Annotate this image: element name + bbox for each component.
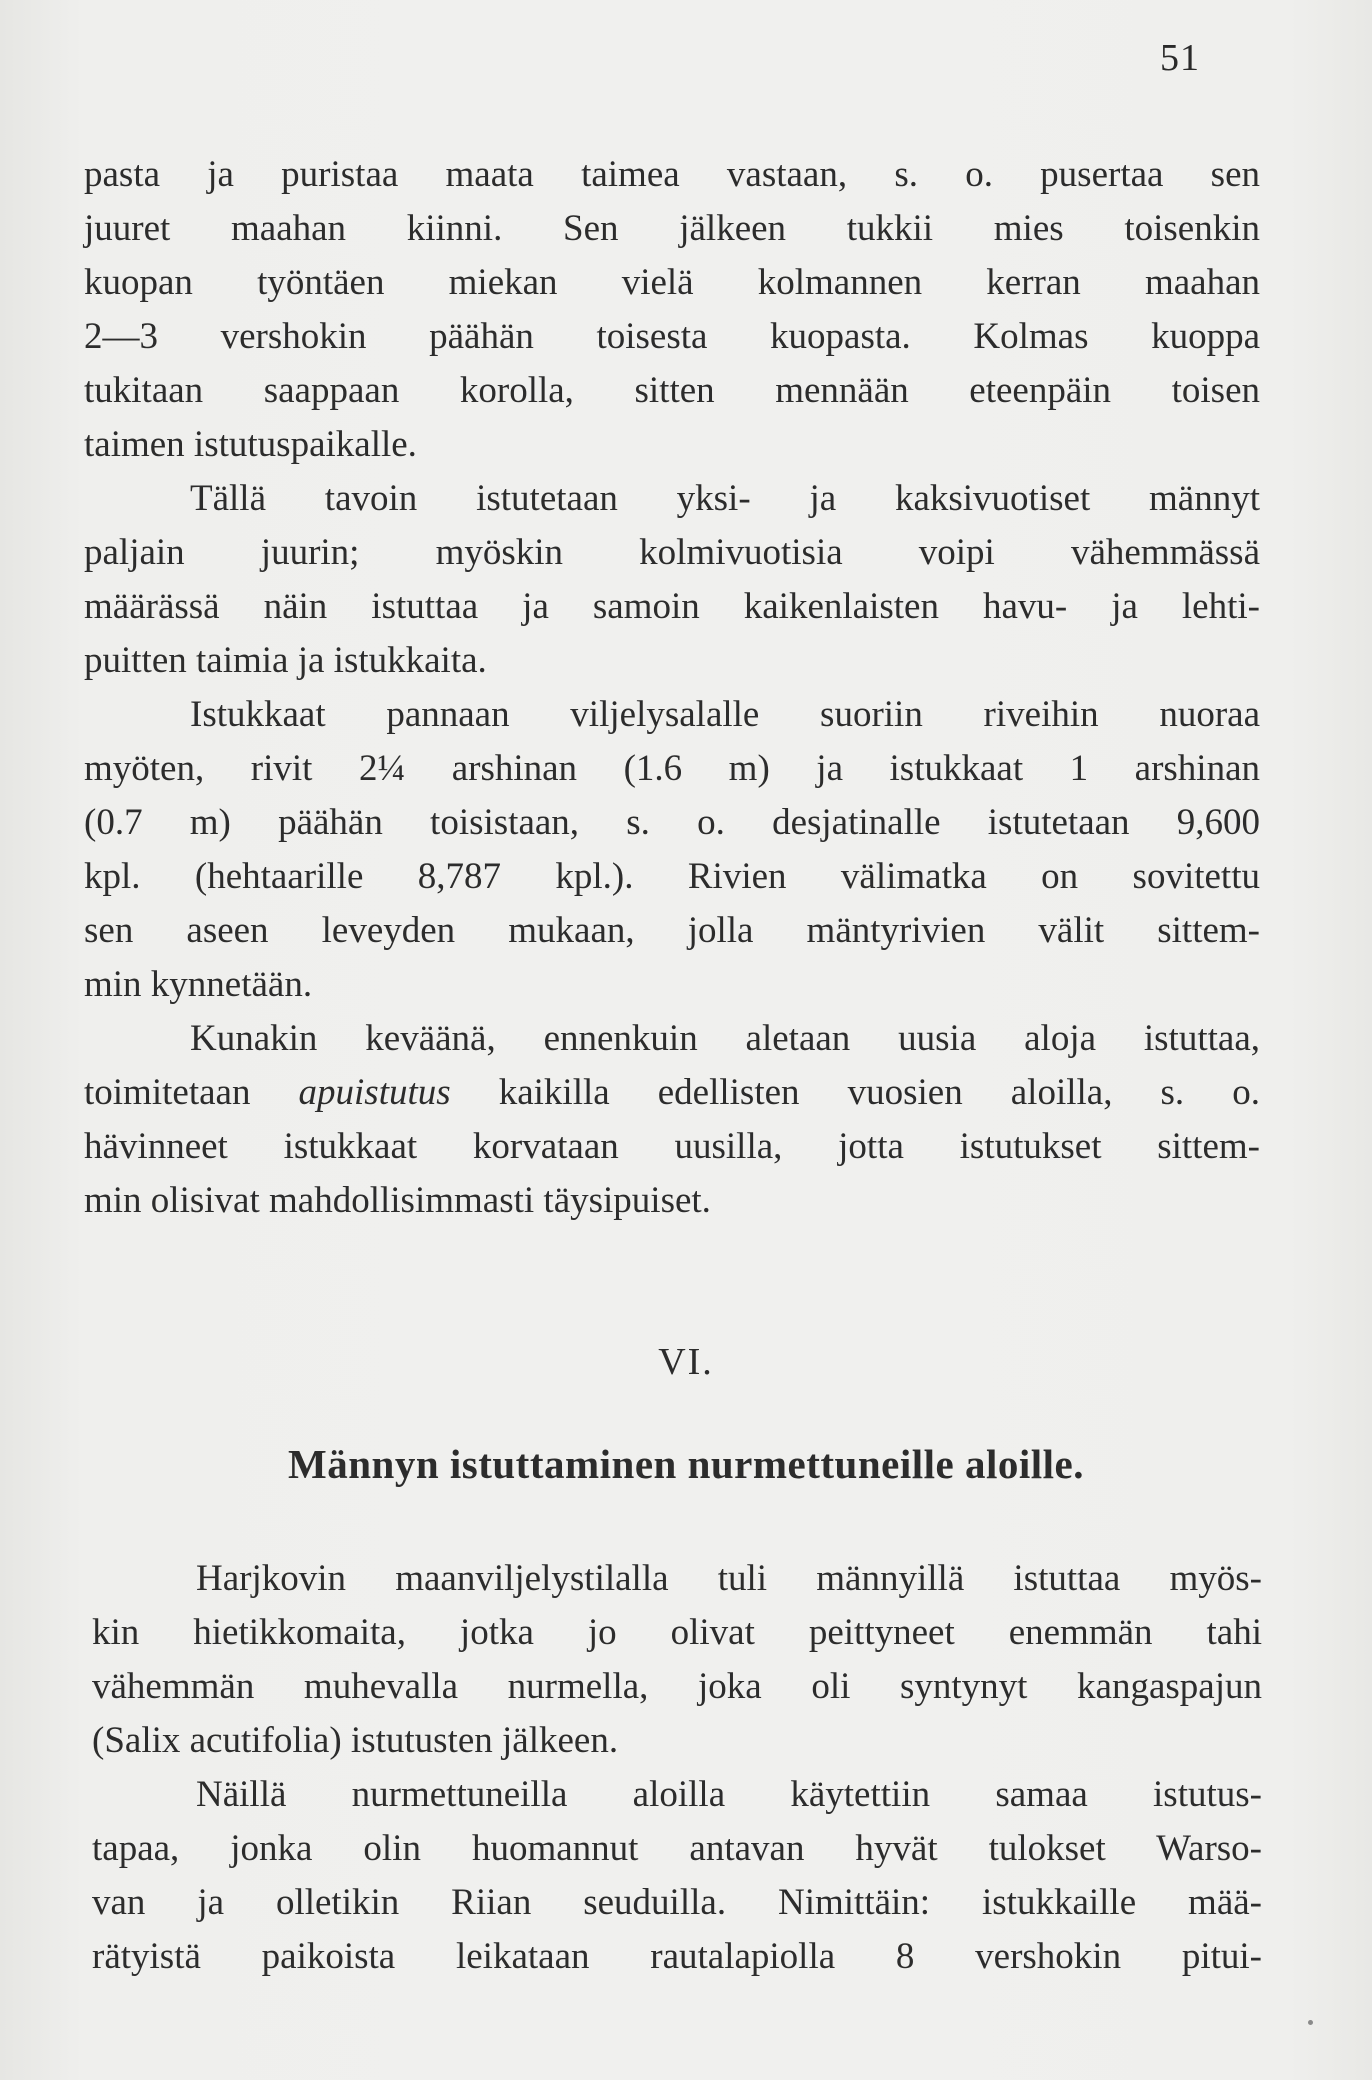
paragraph-first-line: Kunakin keväänä, ennenkuin aletaan uusia aloja istuttaa, [190,1018,1260,1059]
text-line-with-italic [84,1066,1260,1120]
text-line: pasta ja puristaa maata taimea vastaan, s. o. pusertaa sen [84,154,1260,195]
page-number: 51 [1160,37,1200,79]
text-line: rätyistä paikoista leikataan rautalapiolla 8 vershokin pitui- [92,1936,1262,1977]
paragraph-first-line: Istukkaat pannaan viljelysalalle suoriin riveihin nuoraa [190,694,1260,735]
text-line: tukitaan saappaan korolla, sitten mennään eteenpäin toisen [84,370,1260,411]
text-segment: toimitetaan [84,1072,299,1113]
section-numeral: VI. [658,1341,714,1383]
text-line: (Salix acutifolia) istutusten jälkeen. [92,1720,619,1761]
paragraph-first-line: Tällä tavoin istutetaan yksi- ja kaksivuotiset männyt [190,478,1260,519]
text-line: sen aseen leveyden mukaan, jolla mäntyrivien välit sittem- [84,910,1260,951]
text-line: hävinneet istukkaat korvataan uusilla, jotta istutukset sittem- [84,1126,1260,1167]
text-line: paljain juurin; myöskin kolmivuotisia voipi vähemmässä [84,532,1260,573]
text-line: kpl. (hehtaarille 8,787 kpl.). Rivien välimatka on sovitettu [84,856,1260,897]
text-line: (0.7 m) päähän toisistaan, s. o. desjatinalle istutetaan 9,600 [84,802,1260,843]
text-line: vähemmän muhevalla nurmella, joka oli syntynyt kangaspajun [92,1666,1262,1707]
text-line: min olisivat mahdollisimmasti täysipuiset. [84,1180,711,1221]
text-line: määrässä näin istuttaa ja samoin kaikenlaisten havu- ja lehti- [84,586,1260,627]
text-line: kuopan työntäen miekan vielä kolmannen kerran maahan [84,262,1260,303]
text-segment: kaikilla edellisten vuosien aloilla, s. o. [450,1072,1260,1113]
paragraph-first-line: Näillä nurmettuneilla aloilla käytettiin samaa istutus- [196,1774,1262,1815]
text-line: juuret maahan kiinni. Sen jälkeen tukkii mies toisenkin [84,208,1260,249]
text-line: van ja olletikin Riian seuduilla. Nimittäin: istukkaille mää- [92,1882,1262,1923]
text-line: 2—3 vershokin päähän toisesta kuopasta. Kolmas kuoppa [84,316,1260,357]
text-line: puitten taimia ja istukkaita. [84,640,487,681]
section-heading: Männyn istuttaminen nurmettuneille aloille. [288,1441,1084,1487]
text-line: taimen istutuspaikalle. [84,424,417,465]
ink-speck [1308,2020,1313,2025]
text-line: kin hietikkomaita, jotka jo olivat peittyneet enemmän tahi [92,1612,1262,1653]
italic-term: apuistutus [298,1072,451,1113]
text-line: myöten, rivit 2¼ arshinan (1.6 m) ja istukkaat 1 arshinan [84,748,1260,789]
paragraph-first-line: Harjkovin maanviljelystilalla tuli männyillä istuttaa myös- [196,1558,1262,1599]
text-line: tapaa, jonka olin huomannut antavan hyvät tulokset Warso- [92,1828,1262,1869]
text-line: min kynnetään. [84,964,313,1005]
